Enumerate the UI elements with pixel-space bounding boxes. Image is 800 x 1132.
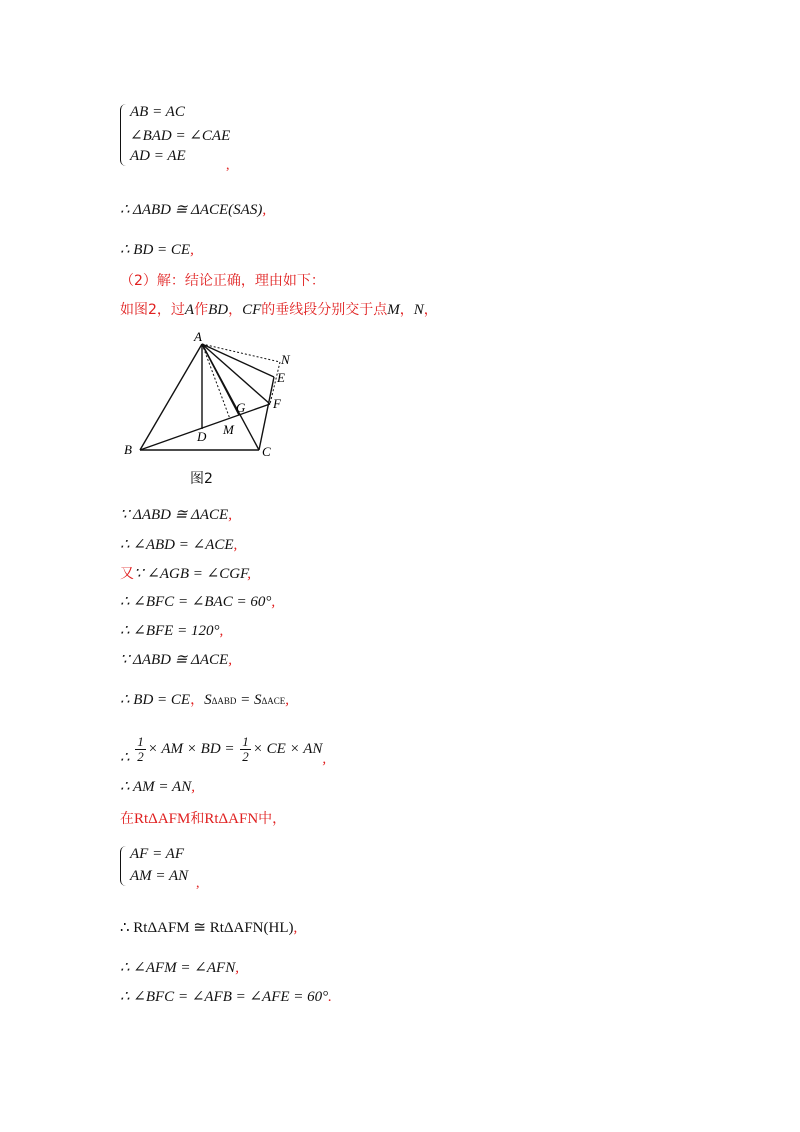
label-d: D: [197, 429, 207, 444]
step-line: [120, 621, 223, 641]
separator: ，: [423, 302, 438, 318]
label-n: N: [281, 352, 290, 367]
segment-af: [202, 344, 270, 404]
system-row: AD = AE: [130, 148, 186, 164]
line-text: ∴ BD = CE: [120, 692, 191, 708]
comma: ,: [262, 202, 267, 218]
step-line: [120, 592, 275, 612]
area-subscript: ΔACE: [261, 696, 286, 706]
line-text: ∴ ∠AFM = ∠AFN: [120, 960, 236, 976]
segment-ae: [202, 344, 274, 377]
line-text: ∴ ∠BFE = 120°: [120, 623, 220, 639]
therefore: ∴: [120, 750, 130, 766]
segment-an: [202, 344, 280, 362]
segment-ce: [259, 377, 274, 450]
comma: ,: [226, 158, 230, 173]
triangle-name: RtΔAFN: [204, 811, 259, 827]
figure-intro: [120, 300, 438, 320]
segment-bd: BD: [208, 302, 229, 318]
label-a: A: [194, 329, 202, 344]
prefix-text: 又: [120, 566, 134, 582]
bd-ce-line: [120, 240, 194, 260]
point-n: N: [413, 302, 424, 318]
in-rt-line: [120, 809, 286, 829]
point-a: A: [184, 302, 195, 318]
label-m: M: [223, 422, 234, 437]
comma: ,: [247, 566, 252, 582]
comma: ,: [196, 876, 200, 891]
congruence-line: [120, 200, 266, 220]
fraction-half: [135, 735, 146, 764]
comma: ,: [190, 242, 194, 258]
area-symbol: S: [254, 692, 262, 708]
denominator: 2: [242, 749, 249, 765]
line-text: ∴ ΔABD ≅ ΔACE(SAS): [120, 202, 263, 218]
label-e: E: [277, 370, 285, 385]
intro-text: 和: [190, 811, 205, 827]
area-subscript: ΔABD: [211, 696, 237, 706]
geometry-figure: [118, 326, 308, 466]
left-brace: [120, 104, 127, 166]
numerator: 1: [242, 734, 249, 750]
label-g: G: [236, 400, 246, 415]
numerator: 1: [137, 734, 144, 750]
line-text: ∴ ∠ABD = ∠ACE: [120, 537, 234, 553]
line-text: × AM × BD =: [147, 741, 235, 757]
am-an-line: [120, 777, 195, 797]
afm-afn-line: [120, 958, 239, 978]
intro-text: 的垂线段分别交于点: [261, 302, 388, 318]
intro-text: 作: [194, 302, 209, 318]
line-text: × CE × AN: [252, 741, 323, 757]
system-row: ∠BAD = ∠CAE: [130, 128, 231, 144]
comma: ,: [293, 920, 298, 936]
final-line: [120, 987, 332, 1007]
equals: =: [236, 692, 254, 708]
segment-cf: CF: [242, 302, 262, 318]
comma: ,: [322, 751, 327, 767]
denominator: 2: [137, 749, 144, 765]
line-text: ∴ ∠BFC = ∠BAC = 60°: [120, 594, 272, 610]
comma: ,: [271, 594, 276, 610]
figure-caption: 图2: [190, 471, 213, 487]
left-brace: [120, 846, 127, 886]
comma: ,: [228, 507, 232, 523]
system-row: AM = AN: [130, 868, 189, 884]
comma: ,: [219, 623, 224, 639]
separator: ，: [399, 302, 414, 318]
step-line: [120, 535, 237, 555]
comma: ,: [285, 692, 290, 708]
intro-text: 在: [120, 811, 134, 827]
comma: ,: [191, 779, 195, 795]
segment-ab: [140, 344, 202, 450]
triangle-name: RtΔAFM: [134, 811, 191, 827]
separator: ，: [190, 692, 205, 708]
step-line: [120, 650, 232, 670]
label-c: C: [262, 444, 271, 459]
rt-congruence-line: [120, 918, 297, 938]
line-text: ∵ ΔABD ≅ ΔACE: [120, 652, 229, 668]
line-text: ∴ ∠BFC = ∠AFB = ∠AFE = 60°: [120, 989, 329, 1005]
label-b: B: [124, 442, 132, 457]
area-symbol: S: [204, 692, 212, 708]
comma: ,: [233, 537, 238, 553]
intro-text: 中，: [258, 811, 287, 827]
line-text: ∴ BD = CE: [120, 242, 191, 258]
system-row: AF = AF: [130, 846, 185, 862]
area-line: [120, 690, 289, 711]
separator: ，: [228, 302, 243, 318]
comma: ,: [235, 960, 239, 976]
step-line: [120, 564, 251, 584]
part2-heading: （2）解：结论正确，理由如下：: [120, 273, 325, 289]
step-line: [120, 505, 232, 525]
line-text: ∴ AM = AN: [120, 779, 192, 795]
point-m: M: [387, 302, 400, 318]
line-text: ∵ ∠AGB = ∠CGF: [134, 566, 248, 582]
line-text: ∵ ΔABD ≅ ΔACE: [120, 507, 229, 523]
system-row: AB = AC: [130, 104, 185, 120]
period: .: [328, 989, 332, 1005]
fraction-line: [120, 734, 327, 767]
line-text: ∴ RtΔAFM ≅ RtΔAFN(HL): [120, 920, 294, 936]
label-f: F: [273, 396, 281, 411]
intro-text: 如图2，过: [120, 302, 185, 318]
fraction-half: [240, 735, 251, 764]
segment-ag: [202, 344, 239, 415]
comma: ,: [228, 652, 232, 668]
